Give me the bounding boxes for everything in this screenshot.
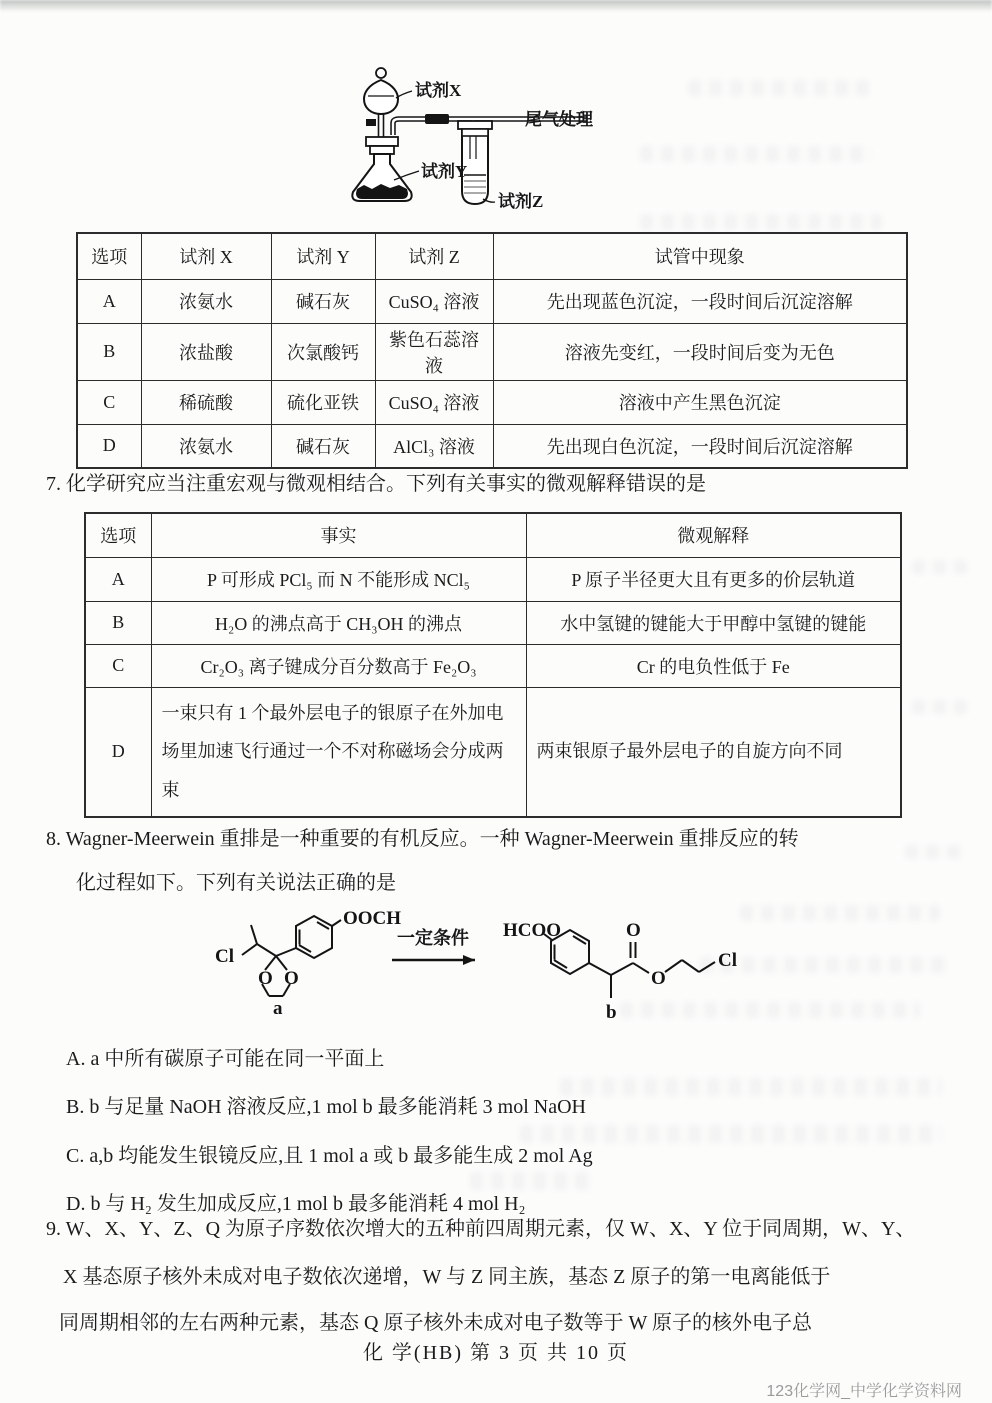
cell: Cr 的电负性低于 Fe [526, 644, 901, 687]
apparatus-diagram [335, 63, 680, 235]
funnel-stopper-knob [376, 68, 386, 78]
option-c: C. a,b 均能发生银镜反应,且 1 mol a 或 b 最多能生成 2 mol Ag [66, 1145, 593, 1167]
reagent-z-label: 试剂Z [498, 192, 544, 211]
cell: CuSO₄ 溶液 [375, 279, 493, 323]
table-row [77, 323, 907, 380]
table-row [77, 380, 907, 424]
molecule-b-label: b [606, 1002, 617, 1023]
cl-label: Cl [215, 946, 234, 967]
col-header: 微观解释 [526, 513, 901, 557]
option-b: B. b 与足量 NaOH 溶液反应,1 mol b 最多能消耗 3 mol NaOH [66, 1096, 586, 1118]
question8-line1: 8. Wagner-Meerwein 重排是一种重要的有机反应。一种 Wagner-Meerwein 重排反应的转 [46, 828, 799, 850]
reagent-table [76, 232, 908, 469]
question9-line3: 同周期相邻的左右两种元素，基态 Q 原子核外未成对电子数等于 W 原子的核外电子总 [59, 1312, 812, 1334]
cell: D [77, 424, 141, 468]
col-header: 选项 [77, 233, 141, 279]
page-footer: 化 学(HB) 第 3 页 共 10 页 [362, 1342, 630, 1364]
cell: 浓盐酸 [141, 323, 271, 380]
bleed-through-artifact [912, 560, 968, 574]
cell: A [85, 557, 151, 601]
cell: 先出现白色沉淀，一段时间后沉淀溶解 [493, 424, 907, 468]
question9-line1: 9. W、X、Y、Z、Q 为原子序数依次增大的五种前四周期元素，仅 W、X、Y 位于同周期，W、Y、 [46, 1218, 916, 1240]
option-a: A. a 中所有碳原子可能在同一平面上 [66, 1048, 385, 1070]
cell: A [77, 279, 141, 323]
cell: AlCl₃ 溶液 [375, 424, 493, 468]
scan-artifact-top [0, 0, 992, 12]
question8-line2: 化过程如下。下列有关说法正确的是 [76, 872, 396, 894]
cell: D [85, 687, 151, 817]
cell: 溶液先变红，一段时间后变为无色 [493, 323, 907, 380]
cell: 浓氨水 [141, 424, 271, 468]
reaction-condition: 一定条件 [397, 928, 469, 948]
cell: 碱石灰 [271, 424, 375, 468]
ester-group-label: HCOO [503, 920, 562, 941]
col-header: 试剂 Y [271, 233, 375, 279]
cell: 稀硫酸 [141, 380, 271, 424]
cell: B [85, 601, 151, 644]
reagent-y-label: 试剂Y [421, 162, 468, 181]
flask-stopper [366, 137, 398, 146]
cell: 硫化亚铁 [271, 380, 375, 424]
col-header: 事实 [151, 513, 526, 557]
cell: Cr₂O₃ 离子键成分百分数高于 Fe₂O₃ [151, 644, 526, 687]
tube-connector [425, 114, 449, 124]
cell: 紫色石蕊溶液 [375, 323, 493, 380]
cell: CuSO₄ 溶液 [375, 380, 493, 424]
table-row [85, 687, 901, 817]
cell: 次氯酸钙 [271, 323, 375, 380]
cell: B [77, 323, 141, 380]
cell: 碱石灰 [271, 279, 375, 323]
table-row [77, 424, 907, 468]
oxygen-label: O [258, 968, 273, 989]
ester-group-label: OOCH [343, 908, 402, 929]
col-header: 试剂 X [141, 233, 271, 279]
cell: 一束只有 1 个最外层电子的银原子在外加电场里加速飞行通过一个不对称磁场会分成两束 [151, 687, 526, 817]
col-header: 试管中现象 [493, 233, 907, 279]
carbonyl-oxygen-label: O [626, 920, 641, 941]
bleed-through-artifact [560, 1078, 942, 1096]
cell: P 可形成 PCl₅ 而 N 不能形成 NCl₅ [151, 557, 526, 601]
table-row [85, 557, 901, 601]
cell: 水中氢键的键能大于甲醇中氢键的键能 [526, 601, 901, 644]
question9-line2: X 基态原子核外未成对电子数依次递增，W 与 Z 同主族，基态 Z 原子的第一电离能低于 [63, 1266, 831, 1288]
test-tube-stopper [458, 121, 492, 129]
cell: 溶液中产生黑色沉淀 [493, 380, 907, 424]
watermark: 123化学网_中学化学资料网 [766, 1383, 962, 1400]
molecule-a-label: a [273, 998, 283, 1019]
cell: C [77, 380, 141, 424]
table-row [77, 279, 907, 323]
cl-label: Cl [718, 950, 737, 971]
reaction-scheme [185, 892, 760, 1034]
dropping-funnel-bulb [364, 80, 398, 114]
reaction-arrow [392, 955, 475, 965]
col-header: 选项 [85, 513, 151, 557]
cell: 两束银原子最外层电子的自旋方向不同 [526, 687, 901, 817]
reagent-x-label: 试剂X [415, 81, 462, 100]
stopcock [366, 119, 376, 126]
bleed-through-artifact [740, 905, 940, 921]
cell: C [85, 644, 151, 687]
oxygen-label: O [284, 968, 299, 989]
option-d: D. b 与 H₂ 发生加成反应,1 mol b 最多能消耗 4 mol H₂ [66, 1193, 526, 1215]
tail-gas-label: 尾气处理 [525, 110, 593, 129]
cell: 浓氨水 [141, 279, 271, 323]
cell: 先出现蓝色沉淀，一段时间后沉淀溶解 [493, 279, 907, 323]
bleed-through-artifact [688, 80, 870, 96]
table-header-row [85, 513, 901, 557]
table-row [85, 601, 901, 644]
cell: P 原子半径更大且有更多的价层轨道 [526, 557, 901, 601]
bleed-through-artifact [912, 700, 968, 714]
bleed-through-artifact [905, 845, 967, 859]
table-row [85, 644, 901, 687]
question7-text: 7. 化学研究应当注重宏观与微观相结合。下列有关事实的微观解释错误的是 [46, 473, 706, 495]
flask-liquid [356, 184, 408, 199]
micro-explanation-table [84, 512, 902, 818]
ester-oxygen-label: O [651, 968, 666, 989]
table-header-row [77, 233, 907, 279]
col-header: 试剂 Z [375, 233, 493, 279]
cell: H₂O 的沸点高于 CH₃OH 的沸点 [151, 601, 526, 644]
